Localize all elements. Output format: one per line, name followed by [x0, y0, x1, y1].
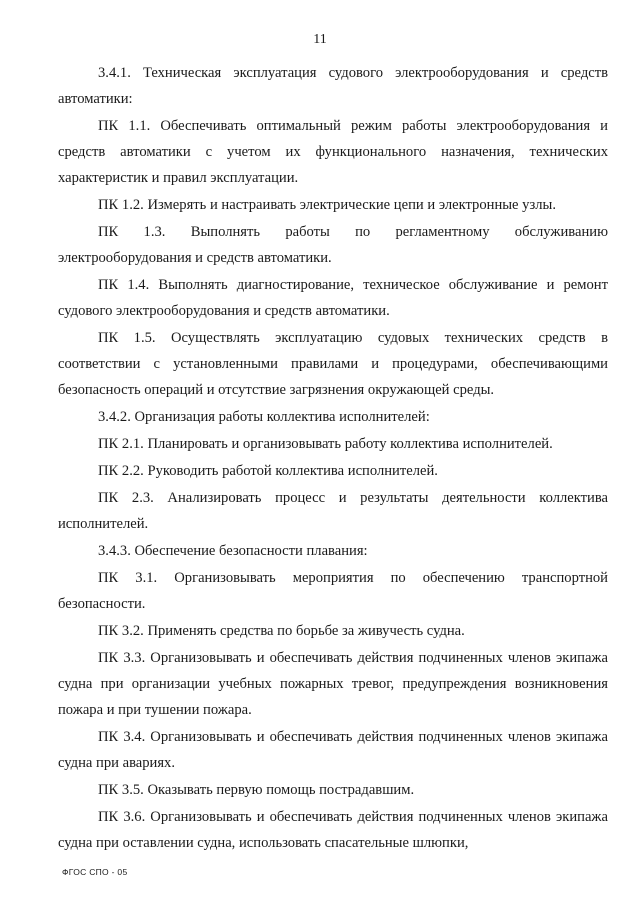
document-body — [58, 60, 608, 857]
competency-pk-2-2: ПК 2.2. Руководить работой коллектива исполнителей. — [98, 463, 438, 479]
competency-pk-3-5: ПК 3.5. Оказывать первую помощь пострадавшим. — [98, 782, 415, 798]
competency-pk-3-4: ПК 3.4. Организовывать и обеспечивать действия подчиненных членов экипажа судна при авариях. — [58, 729, 608, 771]
competency-pk-1-4: ПК 1.4. Выполнять диагностирование, техническое обслуживание и ремонт судового электрооборудования и средств автоматики. — [58, 277, 608, 319]
competency-pk-2-1: ПК 2.1. Планировать и организовывать работу коллектива исполнителей. — [98, 436, 553, 452]
competency-pk-1-3: ПК 1.3. Выполнять работы по регламентному обслуживанию электрооборудования и средств автоматики. — [58, 224, 608, 266]
competency-pk-3-2: ПК 3.2. Применять средства по борьбе за живучесть судна. — [98, 623, 465, 639]
section-heading-3-4-3: 3.4.3. Обеспечение безопасности плавания: — [98, 543, 368, 559]
competency-pk-3-6: ПК 3.6. Организовывать и обеспечивать действия подчиненных членов экипажа судна при оставлении судна, использовать спасательные шлюпки, — [58, 809, 608, 851]
competency-pk-1-5: ПК 1.5. Осуществлять эксплуатацию судовых технических средств в соответствии с установленными правилами и процедурами, обеспечивающими безопасность операций и отсутствие загрязнения окружающей среды. — [58, 330, 608, 398]
document-footer: ФГОС СПО - 05 — [62, 867, 128, 877]
competency-pk-1-1: ПК 1.1. Обеспечивать оптимальный режим работы электрооборудования и средств автоматики с учетом их функционального назначения, технических характеристик и правил эксплуатации. — [58, 118, 608, 186]
section-heading-3-4-1: 3.4.1. Техническая эксплуатация судового электрооборудования и средств автоматики: — [58, 65, 608, 107]
competency-pk-2-3: ПК 2.3. Анализировать процесс и результаты деятельности коллектива исполнителей. — [58, 490, 608, 532]
section-heading-3-4-2: 3.4.2. Организация работы коллектива исполнителей: — [98, 409, 430, 425]
competency-pk-1-2: ПК 1.2. Измерять и настраивать электрические цепи и электронные узлы. — [98, 197, 556, 213]
competency-pk-3-1: ПК 3.1. Организовывать мероприятия по обеспечению транспортной безопасности. — [58, 570, 608, 612]
competency-pk-3-3: ПК 3.3. Организовывать и обеспечивать действия подчиненных членов экипажа судна при организации учебных пожарных тревог, предупреждения возникновения пожара и при тушении пожара. — [58, 650, 608, 718]
page-number: 11 — [313, 32, 327, 47]
